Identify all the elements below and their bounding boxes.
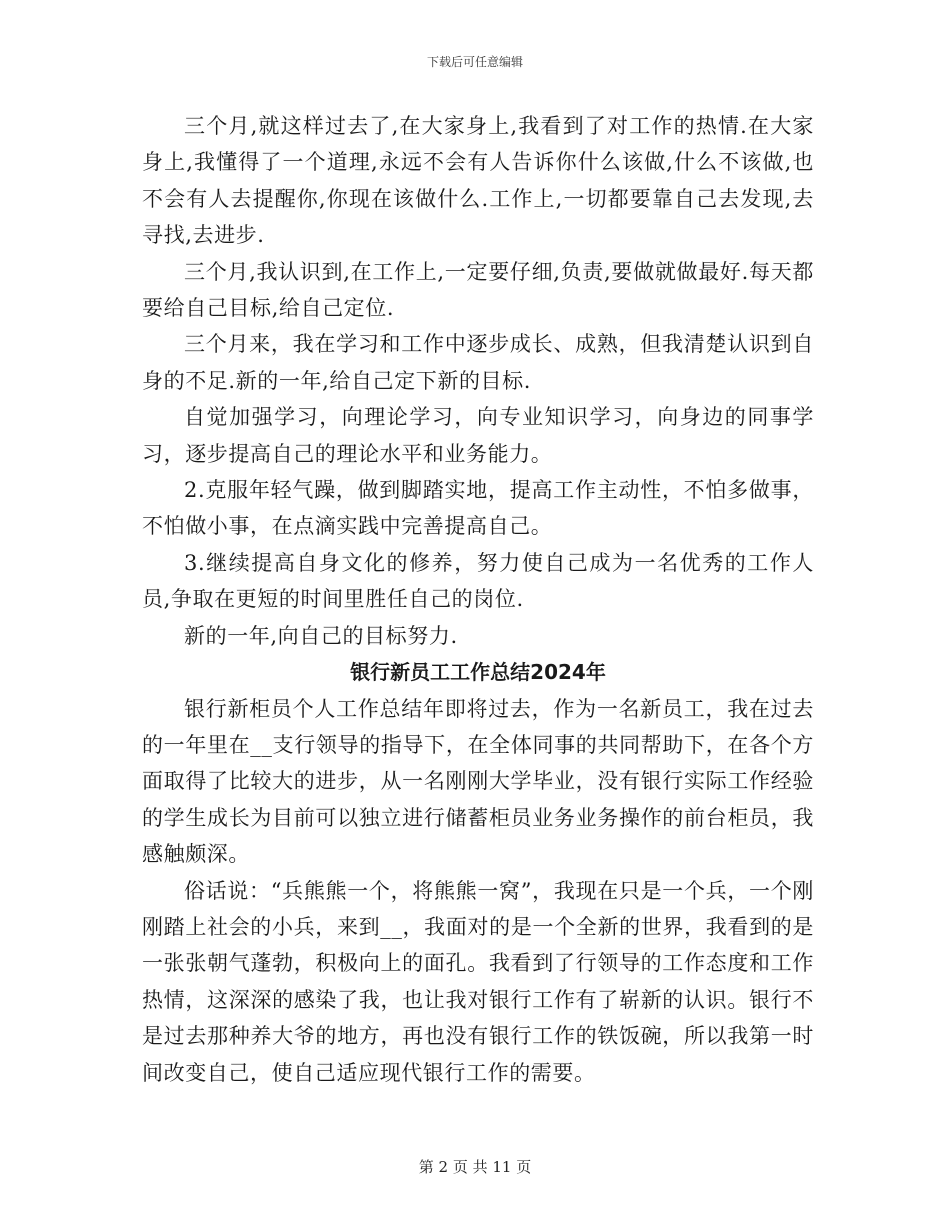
paragraph: 俗话说：“兵熊熊一个，将熊熊一窝”，我现在只是一个兵，一个刚刚踏上社会的小兵，来到__，我面对的是一个全新的世界，我看到的是一张张朝气蓬勃，积极向上的面孔。我看到了行领导的工作态度和工作热情，这深深的感染了我，也让我对银行工作有了崭新的认识。银行不是过去那种养大爷的地方，再也没有银行工作的铁饭碗，所以我第一时间改变自己，使自己适应现代银行工作的需要。	[142, 878, 814, 1085]
paragraph: 三个月,我认识到,在工作上,一定要仔细,负责,要做就做最好.每天都要给自己目标,给自己定位.	[142, 259, 814, 321]
section-title: 银行新员工工作总结2024年	[350, 660, 606, 685]
paragraph: 新的一年,向自己的目标努力.	[184, 623, 458, 648]
paragraph: 2.克服年轻气躁，做到脚踏实地，提高工作主动性，不怕多做事，不怕做小事，在点滴实践中完善提高自己。	[142, 478, 814, 539]
document-body	[142, 108, 814, 1091]
header-note: 下载后可任意编辑	[426, 55, 523, 69]
paragraph: 三个月,就这样过去了,在大家身上,我看到了对工作的热情.在大家身上,我懂得了一个道理,永远不会有人告诉你什么该做,什么不该做,也不会有人去提醒你,你现在该做什么.工作上,一切都要靠自己去发现,去寻找,去进步.	[142, 114, 814, 248]
paragraph: 三个月来，我在学习和工作中逐步成长、成熟，但我清楚认识到自身的不足.新的一年,给自己定下新的目标.	[142, 332, 814, 393]
page-number-footer: 第 2 页 共 11 页	[418, 1158, 532, 1176]
paragraph: 自觉加强学习，向理论学习，向专业知识学习，向身边的同事学习，逐步提高自己的理论水平和业务能力。	[142, 405, 814, 466]
paragraph: 3.继续提高自身文化的修养，努力使自己成为一名优秀的工作人员,争取在更短的时间里胜任自己的岗位.	[142, 550, 814, 612]
paragraph: 银行新柜员个人工作总结年即将过去，作为一名新员工，我在过去的一年里在__支行领导的指导下，在全体同事的共同帮助下，在各个方面取得了比较大的进步，从一名刚刚大学毕业，没有银行实际工作经验的学生成长为目前可以独立进行储蓄柜员业务业务操作的前台柜员，我感触颇深。	[142, 696, 814, 867]
